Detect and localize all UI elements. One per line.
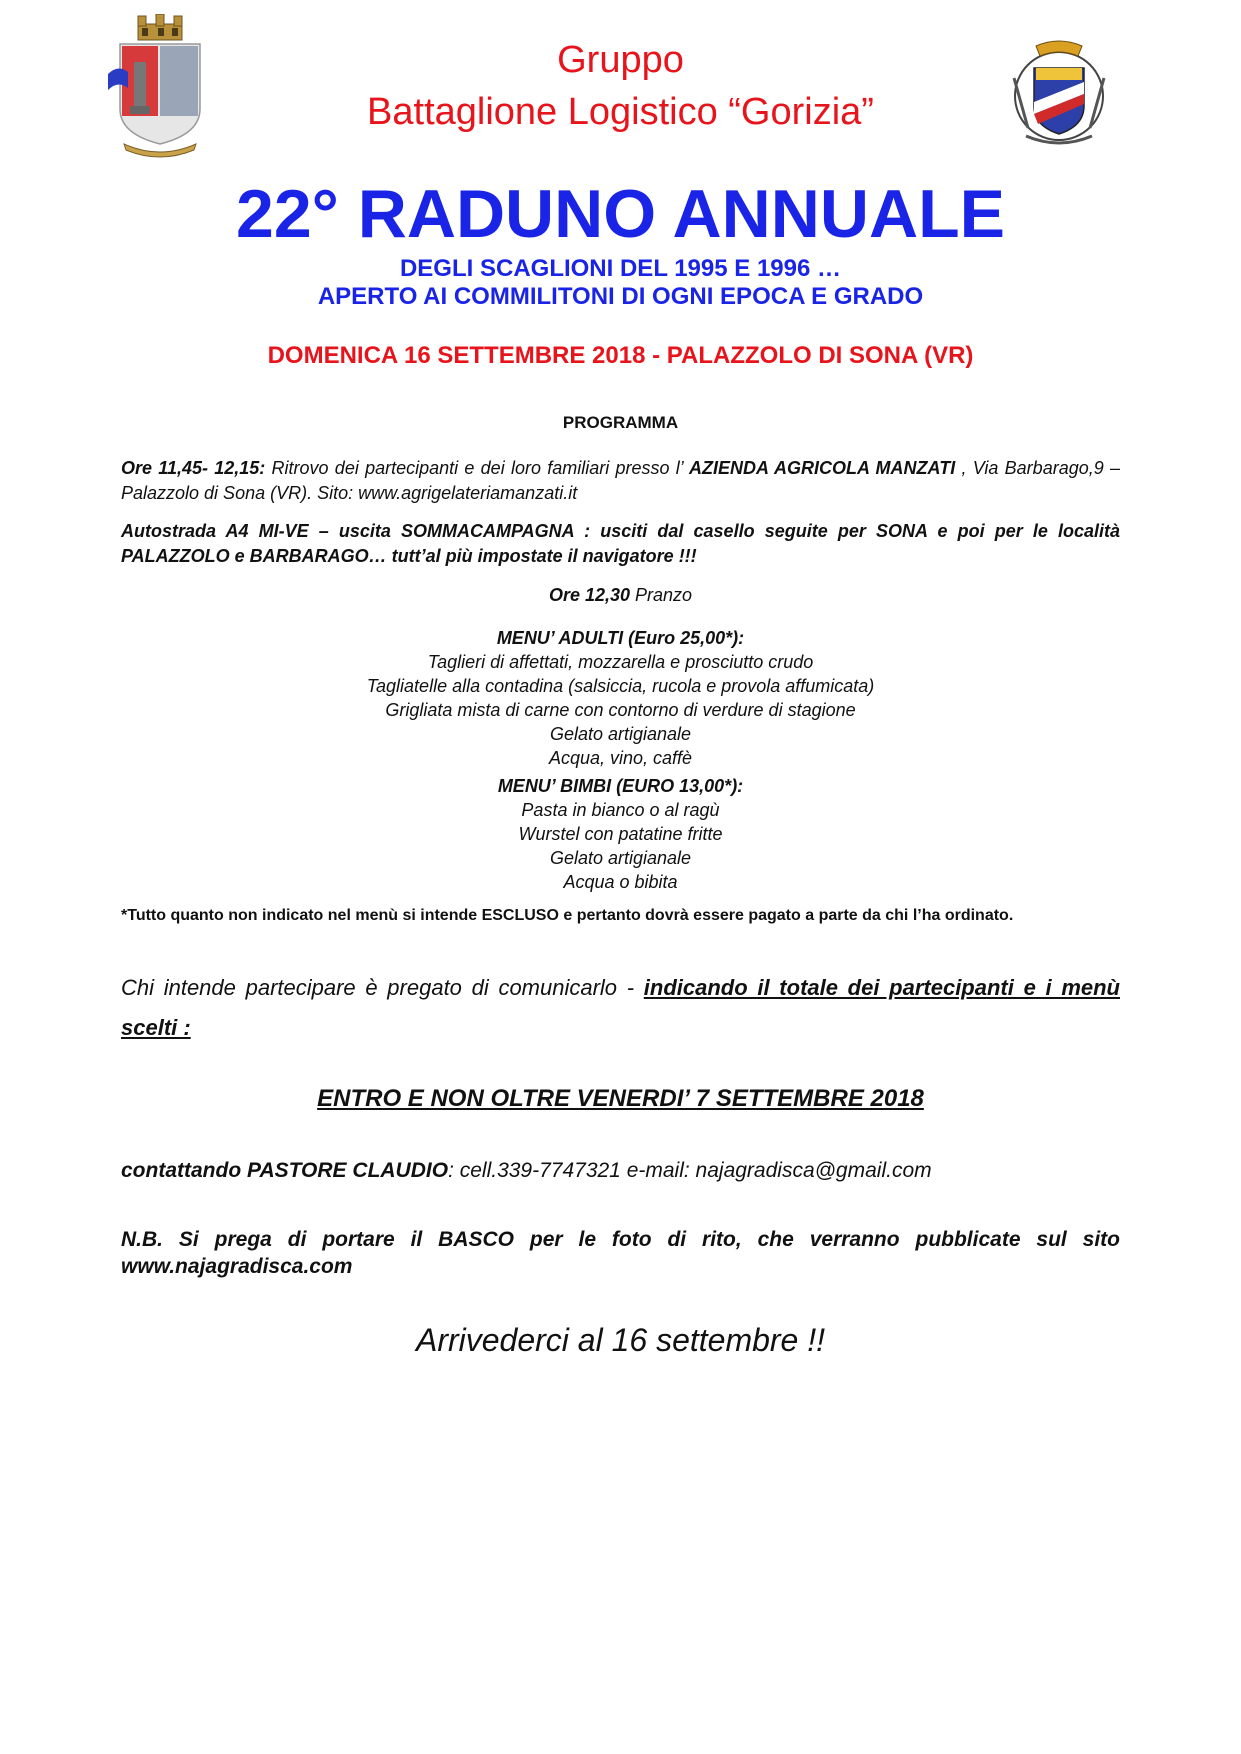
- contact-details: : cell.339-7747321 e-mail: najagradisca@gmail.com: [448, 1159, 932, 1182]
- note-part2: e pertanto dovrà essere pagato a parte da chi l’ha ordinato.: [558, 907, 1014, 924]
- menu-bimbi-heading: MENU’ BIMBI (EURO 13,00*):: [497, 776, 744, 796]
- page-title: 22° RADUNO ANNUALE: [236, 176, 1005, 252]
- note-escluso: ESCLUSO: [481, 907, 559, 924]
- exclusion-note: [121, 905, 1120, 926]
- event-date-location: DOMENICA 16 SETTEMBRE 2018 - PALAZZOLO DI SONA (VR): [267, 342, 974, 369]
- list-item: Gelato artigianale: [549, 848, 692, 868]
- programma-directions: Autostrada A4 MI-VE – uscita SOMMACAMPAGNA : usciti dal casello seguite per SONA e poi per le località PALAZZOLO e BARBARAGO… tutt’al più impostate il navigatore !!!: [121, 521, 1120, 566]
- closing-line: Arrivederci al 16 settembre !!: [415, 1322, 826, 1358]
- ritrovo-text: Ritrovo dei partecipanti e dei loro familiari presso l’: [265, 458, 690, 478]
- list-item: Gelato artigianale: [549, 724, 692, 744]
- list-item: Grigliata mista di carne con contorno di verdure di stagione: [385, 700, 856, 720]
- programma-heading: PROGRAMMA: [562, 413, 679, 432]
- header-group-label: Gruppo: [557, 39, 684, 81]
- army-coat-of-arms-icon: [108, 14, 212, 160]
- pranzo-line: [0, 584, 1241, 606]
- rsvp-instructions: [121, 968, 1120, 1048]
- rsvp-deadline: ENTRO E NON OLTRE VENERDI’ 7 SETTEMBRE 2018: [317, 1085, 924, 1112]
- ritrovo-address: , Via Barbarago,9 – Palazzolo di Sona (VR). Sito: www.agrigelateriamanzati.it: [121, 458, 1121, 503]
- header-battalion-name: Battaglione Logistico “Gorizia”: [367, 91, 874, 133]
- ritrovo-time: Ore 11,45- 12,15:: [121, 458, 266, 478]
- menu-adulti: [0, 626, 1241, 770]
- contact-line: [121, 1158, 1120, 1184]
- rsvp-underlined: indicando il totale dei partecipanti e i menù scelti :: [121, 975, 1120, 1040]
- menu-adulti-heading: MENU’ ADULTI (Euro 25,00*):: [496, 628, 745, 648]
- list-item: Tagliatelle alla contadina (salsiccia, rucola e provola affumicata): [366, 676, 875, 696]
- list-item: Acqua, vino, caffè: [548, 748, 693, 768]
- subtitle-commilitoni: APERTO AI COMMILITONI DI OGNI EPOCA E GRADO: [317, 283, 924, 310]
- nb-note: N.B. Si prega di portare il BASCO per le foto di rito, che verranno pubblicate sul sito www.najagradisca.com: [121, 1228, 1120, 1278]
- pranzo-time: Ore 12,30: [548, 585, 630, 605]
- contact-name: contattando PASTORE CLAUDIO: [121, 1159, 449, 1182]
- ritrovo-place: AZIENDA AGRICOLA MANZATI: [689, 458, 956, 478]
- rsvp-intro: Chi intende partecipare è pregato di comunicarlo -: [121, 975, 644, 1000]
- subtitle-scaglioni: DEGLI SCAGLIONI DEL 1995 E 1996 …: [399, 255, 842, 282]
- note-part1: *Tutto quanto non indicato nel menù si intende: [121, 907, 482, 924]
- list-item: Wurstel con patatine fritte: [518, 824, 723, 844]
- list-item: Pasta in bianco o al ragù: [521, 800, 720, 820]
- list-item: Acqua o bibita: [563, 872, 678, 892]
- menu-bimbi: [0, 774, 1241, 894]
- list-item: Taglieri di affettati, mozzarella e prosciutto crudo: [427, 652, 814, 672]
- pranzo-label: Pranzo: [630, 585, 693, 605]
- programma-ritrovo: [121, 456, 1120, 506]
